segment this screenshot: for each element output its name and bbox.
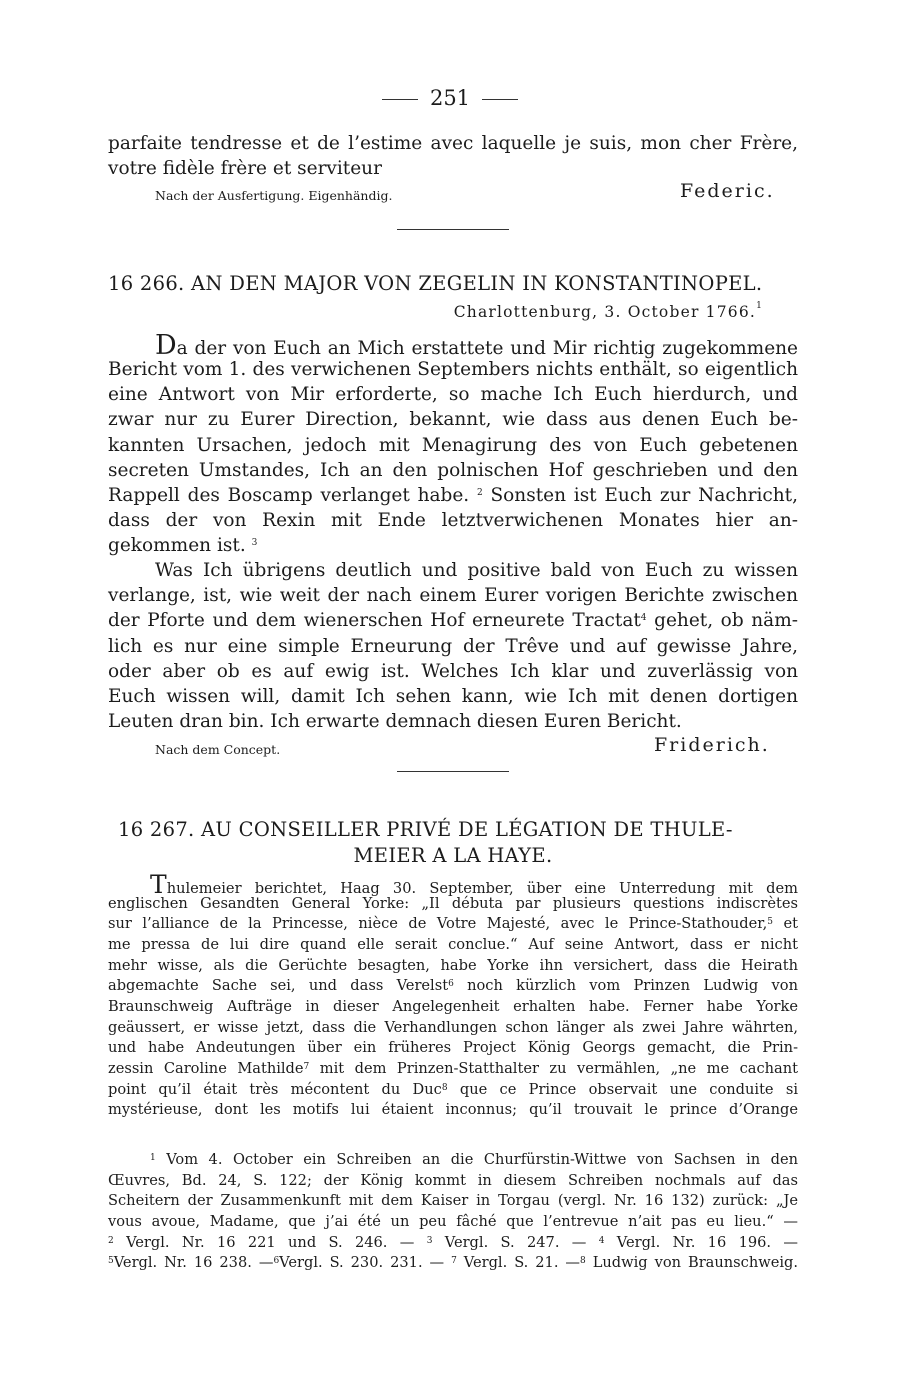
summary-line: und habe Andeutungen über ein früheres Project König Georgs gemacht, die Prin- [108,1039,798,1056]
summary-line: Braunschweig Aufträge in dieser Angelegenheit erhalten habe. Ferner habe Yorke [108,998,798,1015]
body-line: Rappell des Boscamp verlanget habe. $^2$ Sonsten ist Euch zur Nachricht, [108,485,798,506]
source-note: Nach dem Concept. [155,742,281,757]
summary-line: mehr wisse, als die Gerüchte besagten, habe Yorke ihn versichert, dass die Heirath [108,957,798,974]
body-line: dass der von Rexin mit Ende letztverwichenen Monates hier an- [108,510,798,531]
summary-line: englischen Gesandten General Yorke: „Il débuta par plusieurs questions indiscrètes [108,895,798,912]
body-line: lich es nur eine simple Erneurung der Trêve und auf gewisse Jahre, [108,636,798,657]
summary-line: me pressa de lui dire quand elle serait conclue.“ Auf seine Antwort, dass er nicht [108,936,798,953]
footnote-line: Scheitern der Zusammenkunft mit dem Kaiser in Torgau (vergl. Nr. 16 132) zurück: „Je [108,1192,798,1209]
closing-line: parfaite tendresse et de l’estime avec laquelle je suis, mon cher Frère, [108,133,798,154]
body-line: Leuten dran bin. Ich erwarte demnach diesen Euren Bericht. [108,711,682,732]
letter-heading-continued: MEIER A LA HAYE. [353,844,553,867]
letter-heading: 16 267. AU CONSEILLER PRIVÉ DE LÉGATION DE THULE- [118,818,733,841]
body-line: secreten Umstandes, Ich an den polnischen Hof geschrieben und den [108,460,798,481]
page-number-dash-left [382,99,418,100]
footnote-line: $^1$ Vom 4. October ein Schreiben an die Churfürstin-Wittwe von Sachsen in den [150,1151,799,1168]
closing-line: votre fidèle frère et serviteur [108,158,382,179]
drop-cap: T [150,870,167,899]
summary-line: zessin Caroline Mathilde$^7$ mit dem Prinzen-Statthalter zu vermählen, „ne me cachant [108,1060,799,1077]
page-number-dash-right [482,99,518,100]
summary-line: point qu’il était très mécontent du Duc$^8$ que ce Prince observait une conduite si [108,1081,799,1098]
summary-line: sur l’alliance de la Princesse, nièce de Votre Majesté, avec le Prince-Stathouder,$^5$ et [108,915,799,932]
signature: Federic. [680,180,775,202]
dateline: Charlottenburg, 3. October 1766.$^1$ [453,301,763,321]
section-divider [397,229,509,230]
summary-line: Thulemeier berichtet, Haag 30. September, über eine Unterredung mit dem [150,870,798,899]
letter-heading: 16 266. AN DEN MAJOR VON ZEGELIN IN KONSTANTINOPEL. [108,272,763,295]
footnote-line: vous avoue, Madame, que j’ai été un peu fâché que l’entrevue n’ait pas eu lieu.“ — [108,1213,798,1230]
summary-line: abgemachte Sache sei, und dass Verelst$^6$ noch kürzlich vom Prinzen Ludwig von [108,977,798,994]
body-line: eine Antwort von Mir erforderte, so mache Ich Euch hierdurch, und [108,384,798,405]
footnote-line: $^5$Vergl. Nr. 16 238. —$^6$Vergl. S. 230. 231. — $^7$ Vergl. S. 21. —$^8$ Ludwig von Braunschweig. [108,1254,799,1271]
body-line: oder aber ob es auf ewig ist. Welches Ich klar und zuverlässig von [108,661,798,682]
body-line: Bericht vom 1. des verwichenen Septembers nichts enthält, so eigentlich [108,359,798,380]
body-line: Was Ich übrigens deutlich und positive bald von Euch zu wissen [155,560,798,581]
signature: Friderich. [654,734,770,756]
section-divider [397,771,509,772]
summary-line: mystérieuse, dont les motifs lui étaient inconnus; qu’il trouvait le prince d’Orange [108,1101,798,1118]
source-note: Nach der Ausfertigung. Eigenhändig. [155,188,393,203]
body-line: verlange, ist, wie weit der nach einem Eurer vorigen Berichte zwischen [108,585,798,606]
drop-cap: D [155,330,177,361]
footnote-line: $^2$ Vergl. Nr. 16 221 und S. 246. — $^3$ Vergl. S. 247. — $^4$ Vergl. Nr. 16 196. — [108,1234,798,1251]
body-line: der Pforte und dem wienerschen Hof erneurete Tractat$^4$ gehet, ob näm- [108,610,798,631]
body-line: kannten Ursachen, jedoch mit Menagirung des von Euch gebetenen [108,435,798,456]
page-number: 251 [0,86,900,110]
body-line: Euch wissen will, damit Ich sehen kann, wie Ich mit denen dortigen [108,686,798,707]
body-line: zwar nur zu Eurer Direction, bekannt, wie dass aus denen Euch be- [108,409,798,430]
body-line: Da der von Euch an Mich erstattete und Mir richtig zugekommene [155,330,798,361]
summary-line: geäussert, er wisse jetzt, dass die Verhandlungen schon länger als zwei Jahre währten, [108,1019,798,1036]
body-line: gekommen ist. $^3$ [108,535,258,556]
footnote-line: Œuvres, Bd. 24, S. 122; der König kommt in diesem Schreiben nochmals auf das [108,1172,798,1189]
